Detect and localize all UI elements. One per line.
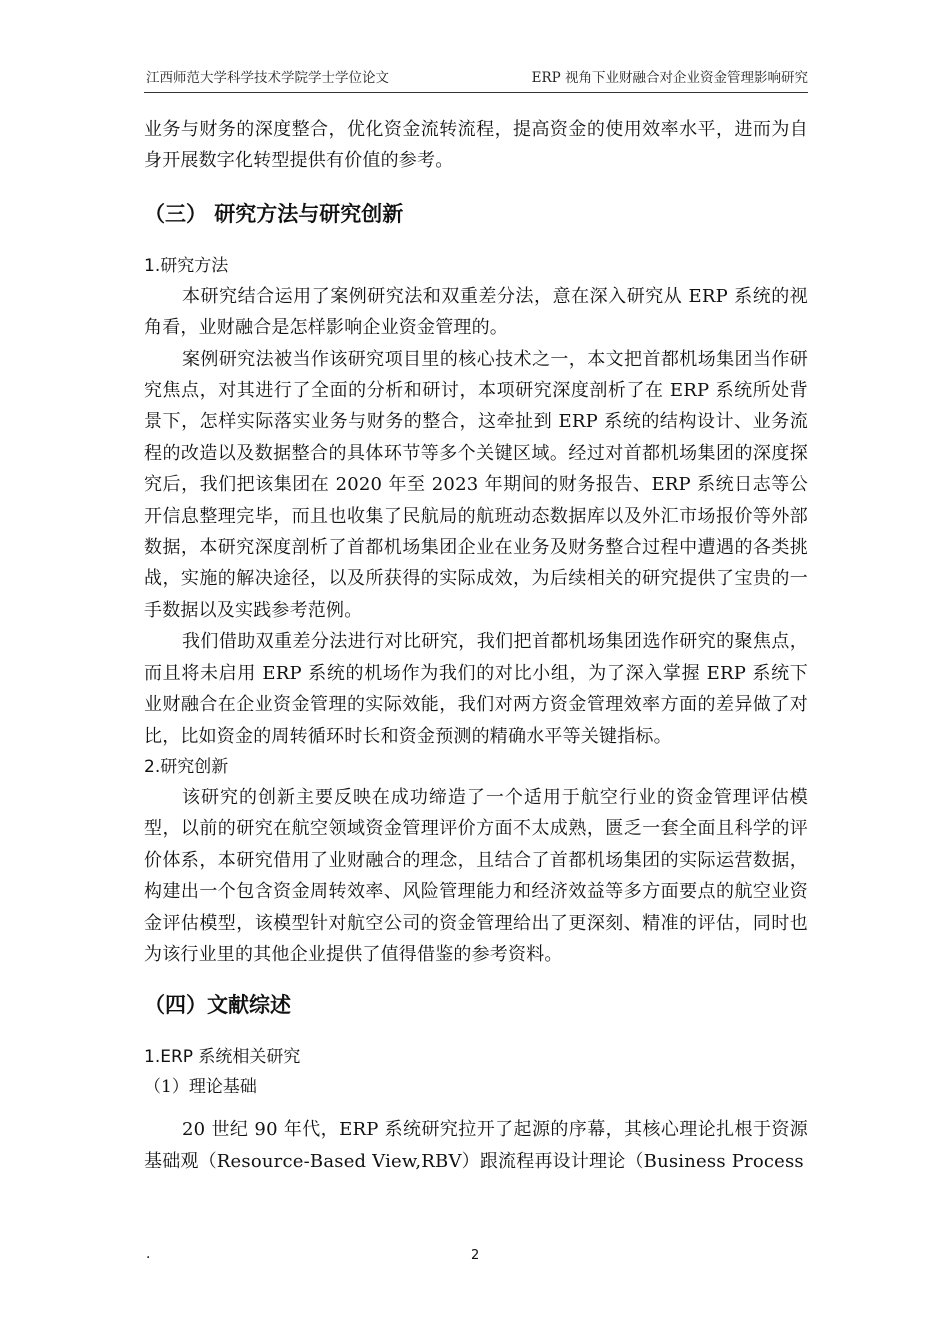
running-header-left: 江西师范大学科学技术学院学士学位论文 [146, 70, 389, 86]
paragraph-erp-origin: 20 世纪 90 年代，ERP 系统研究拉开了起源的序幕，其核心理论扎根于资源基础观（Resource-Based View,RBV）跟流程再设计理论（Business Process [144, 1119, 808, 1172]
paragraph-innovation: 该研究的创新主要反映在成功缔造了一个适用于航空行业的资金管理评估模型，以前的研究在航空领域资金管理评价方面不太成熟，匮乏一套全面且科学的评价体系，本研究借用了业财融合的理念，且结合了首都机场集团的实际运营数据，构建出一个包含资金周转效率、风险管理能力和经济效益等多方面要点的航空业资金评估模型，该模型针对航空公司的资金管理给出了更深刻、精准的评估，同时也为该行业里的其他企业提供了值得借鉴的参考资料。 [144, 786, 808, 965]
subheading-research-innovation: 2.研究创新 [144, 756, 229, 777]
section-heading-literature-review: （四）文献综述 [144, 993, 291, 1018]
header-rule [144, 92, 808, 93]
main-content [144, 114, 808, 1177]
paragraph-case-study: 案例研究法被当作该研究项目里的核心技术之一，本文把首都机场集团当作研究焦点，对其进行了全面的分析和研讨，本项研究深度剖析了在 ERP 系统所处背景下，怎样实际落实业务与财务的整合，这牵扯到 ERP 系统的结构设计、业务流程的改造以及数据整合的具体环节等多个关键区域。经过对首都机场集团的深度探究后，我们把该集团在 2020 年至 2023 年期间的财务报告、ERP 系统日志等公开信息整理完毕，而且也收集了民航局的航班动态数据库以及外汇市场报价等外部数据，本研究深度剖析了首都机场集团企业在业务及财务整合过程中遭遇的各类挑战，实施的解决途径，以及所获得的实际成效，为后续相关的研究提供了宝贵的一手数据以及实践参考范例。 [144, 348, 808, 621]
subheading-theory-basis: （1）理论基础 [144, 1077, 257, 1098]
page-number: 2 [471, 1248, 480, 1263]
paragraph-methods-intro: 本研究结合运用了案例研究法和双重差分法，意在深入研究从 ERP 系统的视角看，业财融合是怎样影响企业资金管理的。 [144, 285, 808, 339]
subheading-erp-research: 1.ERP 系统相关研究 [144, 1047, 301, 1068]
paragraph-did-method: 我们借助双重差分法进行对比研究，我们把首都机场集团选作研究的聚焦点，而且将未启用 ERP 系统的机场作为我们的对比小组，为了深入掌握 ERP 系统下业财融合在企业资金管理的实际效能，我们对两方资金管理效率方面的差异做了对比，比如资金的周转循环时长和资金预测的精确水平等关键指标。 [144, 631, 808, 747]
footer-bullet: · [146, 1250, 151, 1266]
subheading-research-methods: 1.研究方法 [144, 255, 229, 276]
paragraph-continuation: 业务与财务的深度整合，优化资金流转流程，提高资金的使用效率水平，进而为自身开展数字化转型提供有价值的参考。 [144, 119, 808, 172]
section-heading-methods: （三） 研究方法与研究创新 [144, 201, 404, 226]
running-header-right: ERP 视角下业财融合对企业资金管理影响研究 [531, 70, 808, 86]
